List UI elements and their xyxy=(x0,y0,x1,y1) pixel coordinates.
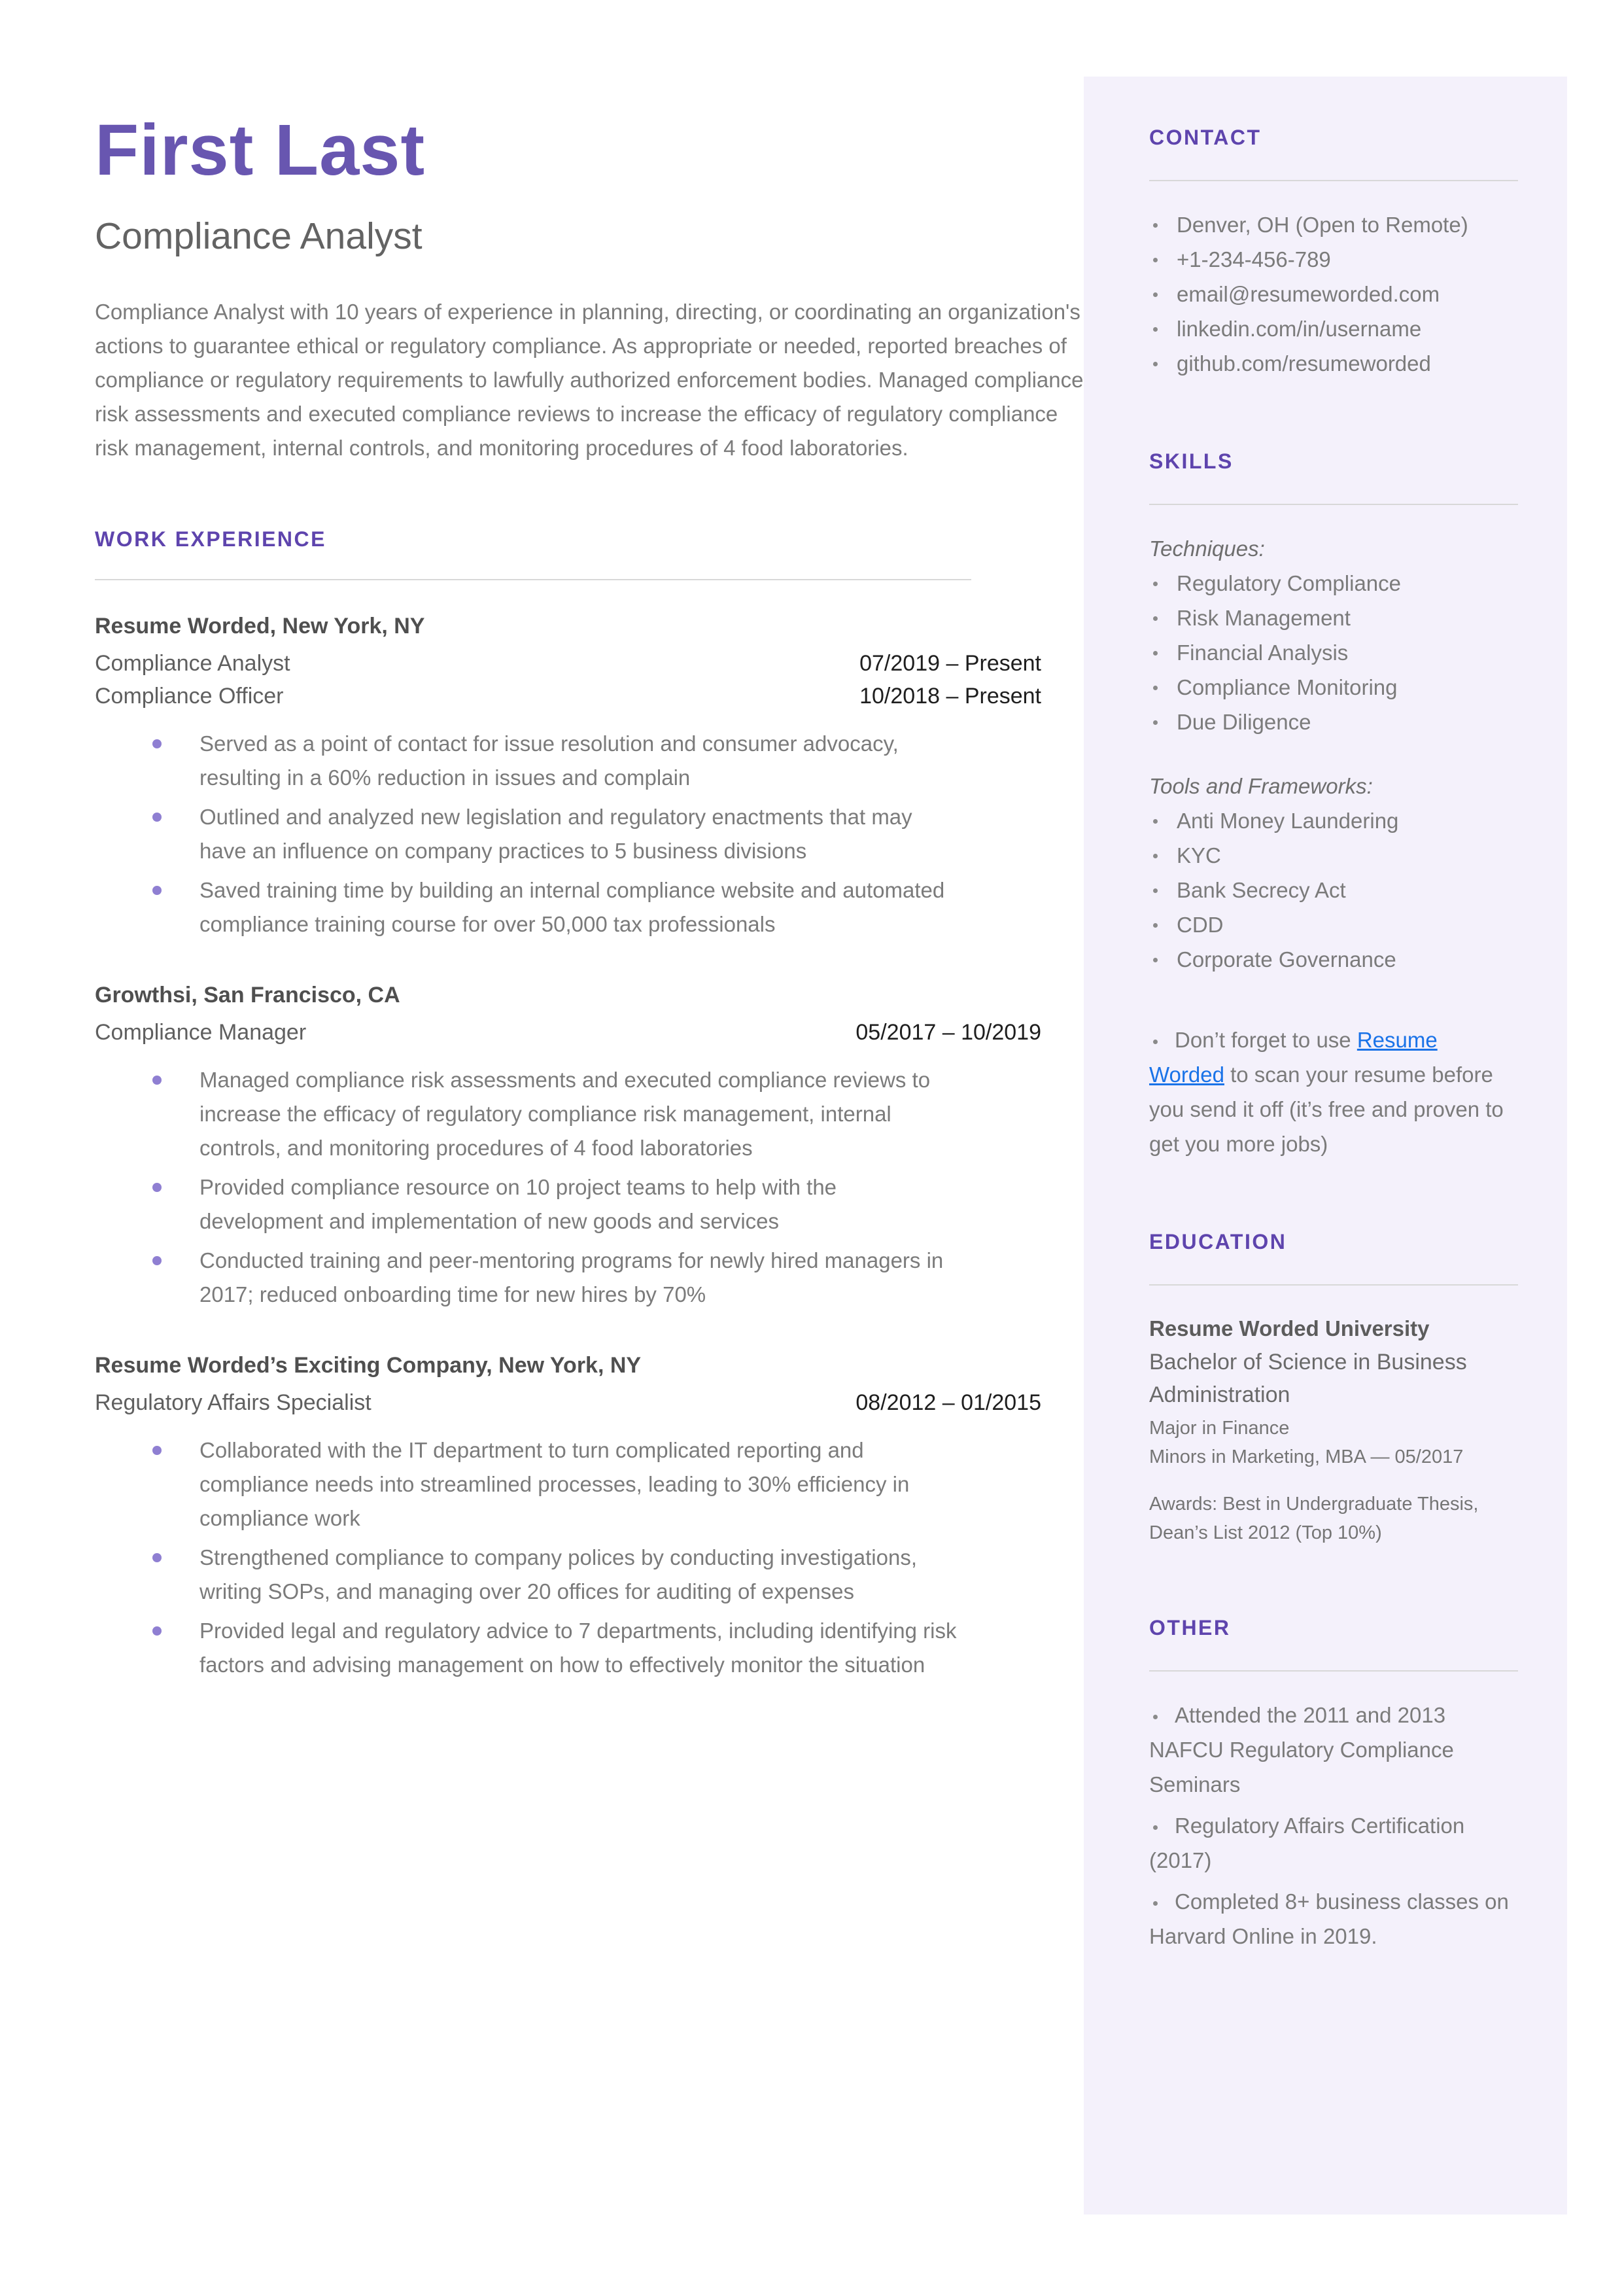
skills-group-label-tools: Tools and Frameworks: xyxy=(1149,774,1373,798)
sidebar-section-contact xyxy=(1149,126,1518,381)
skills-list-tools xyxy=(1149,803,1518,977)
contact-item-github: github.com/resumeworded xyxy=(1149,346,1518,381)
other-heading: OTHER xyxy=(1149,1616,1231,1639)
skill-item: Compliance Monitoring xyxy=(1149,670,1518,705)
company-name: Growthsi, San Francisco, CA xyxy=(95,982,400,1007)
role-dates: 08/2012 – 01/2015 xyxy=(855,1390,1041,1415)
skill-item: Anti Money Laundering xyxy=(1149,803,1518,838)
summary-paragraph: Compliance Analyst with 10 years of experience in planning, directing, or coordinating an organization's actions to guarantee ethical or regulatory compliance. As appropriate or needed, reported breaches of compliance or regulatory requirements to lawfully authorized enforcement bodies. Managed compliance risk assessments and executed compliance reviews to increase the efficacy of regulatory compliance risk management, internal controls, and monitoring procedures of 4 food laboratories. xyxy=(95,299,1084,460)
education-minors: Minors in Marketing, MBA — 05/2017 xyxy=(1149,1446,1464,1467)
role-row xyxy=(95,1016,1041,1049)
skill-item: Regulatory Compliance xyxy=(1149,566,1518,601)
role-title: Compliance Manager xyxy=(95,1019,307,1045)
education-major: Major in Finance xyxy=(1149,1418,1290,1439)
education-school: Resume Worded University xyxy=(1149,1316,1430,1340)
resume-worded-note xyxy=(1149,1023,1518,1161)
job-bullet: Provided legal and regulatory advice to 7 departments, including identifying risk factors and advising management on how to effectively monitor the situation xyxy=(95,1614,965,1682)
other-item xyxy=(1149,1808,1518,1878)
note-text-post: to scan your resume before you send it off (it’s free and proven to get you more jobs) xyxy=(1149,1062,1504,1156)
skill-item: Corporate Governance xyxy=(1149,942,1518,977)
job-bullet: Conducted training and peer-mentoring programs for newly hired managers in 2017; reduced onboarding time for new hires by 70% xyxy=(95,1244,965,1312)
sidebar xyxy=(1084,77,1567,2215)
bullet-dot-icon xyxy=(1153,1825,1158,1830)
divider xyxy=(1149,180,1518,181)
role-dates: 05/2017 – 10/2019 xyxy=(855,1019,1041,1045)
job-bullet: Outlined and analyzed new legislation and regulatory enactments that may have an influence on company practices to 5 business divisions xyxy=(95,800,965,868)
skill-item: Risk Management xyxy=(1149,601,1518,635)
job-bullet-list xyxy=(95,1063,965,1312)
job-bullet: Strengthened compliance to company polices by conducting investigations, writing SOPs, and managing over 20 offices for auditing of expenses xyxy=(95,1541,965,1609)
job-entry xyxy=(95,1351,1084,1682)
company-name: Resume Worded’s Exciting Company, New York, NY xyxy=(95,1352,642,1378)
skill-item: Due Diligence xyxy=(1149,705,1518,739)
education-degree: Bachelor of Science in Business Administration xyxy=(1149,1350,1467,1407)
work-experience-heading: WORK EXPERIENCE xyxy=(95,527,326,551)
skill-item: CDD xyxy=(1149,907,1518,942)
skill-item: Bank Secrecy Act xyxy=(1149,873,1518,907)
job-bullet: Collaborated with the IT department to turn complicated reporting and compliance needs into streamlined processes, leading to 30% efficiency in compliance work xyxy=(95,1433,965,1535)
skills-heading: SKILLS xyxy=(1149,449,1234,473)
job-entry xyxy=(95,981,1084,1312)
person-name: First Last xyxy=(95,110,426,190)
contact-item-email: email@resumeworded.com xyxy=(1149,277,1518,311)
other-item xyxy=(1149,1698,1518,1802)
contact-item-phone: +1-234-456-789 xyxy=(1149,242,1518,277)
skill-item: Financial Analysis xyxy=(1149,635,1518,670)
sidebar-section-skills xyxy=(1149,449,1518,1161)
skills-group-label-techniques: Techniques: xyxy=(1149,536,1265,561)
job-bullet: Managed compliance risk assessments and executed compliance reviews to increase the efficacy of regulatory compliance risk management, internal controls, and monitoring procedures of 4 food laboratories xyxy=(95,1063,965,1165)
company-name: Resume Worded, New York, NY xyxy=(95,613,425,639)
skill-item: KYC xyxy=(1149,838,1518,873)
divider xyxy=(1149,1284,1518,1286)
role-title: Regulatory Affairs Specialist xyxy=(95,1390,371,1415)
job-bullet-list xyxy=(95,727,965,941)
role-dates: 07/2019 – Present xyxy=(859,650,1041,676)
section-work-experience xyxy=(95,527,1084,1682)
divider xyxy=(95,579,971,580)
education-awards: Awards: Best in Undergraduate Thesis, Dean’s List 2012 (Top 10%) xyxy=(1149,1494,1479,1543)
contact-list xyxy=(1149,207,1518,381)
bullet-dot-icon xyxy=(1153,1715,1158,1719)
contact-heading: CONTACT xyxy=(1149,126,1262,149)
role-dates: 10/2018 – Present xyxy=(859,683,1041,709)
role-title: Compliance Officer xyxy=(95,683,284,709)
role-row xyxy=(95,1386,1041,1419)
role-title: Compliance Analyst xyxy=(95,650,290,676)
other-item-text: Attended the 2011 and 2013 NAFCU Regulatory Compliance Seminars xyxy=(1149,1703,1454,1796)
other-item xyxy=(1149,1884,1518,1953)
bullet-dot-icon xyxy=(1153,1040,1158,1044)
skills-list-techniques xyxy=(1149,566,1518,739)
resume-worded-link[interactable]: Resume Worded xyxy=(1149,1028,1438,1087)
bullet-dot-icon xyxy=(1153,1901,1158,1906)
other-item-text: Completed 8+ business classes on Harvard Online in 2019. xyxy=(1149,1889,1509,1948)
education-heading: EDUCATION xyxy=(1149,1230,1287,1253)
role-row xyxy=(95,680,1041,712)
divider xyxy=(1149,504,1518,505)
contact-item-linkedin: linkedin.com/in/username xyxy=(1149,311,1518,346)
person-job-title: Compliance Analyst xyxy=(95,215,423,258)
other-item-text: Regulatory Affairs Certification (2017) xyxy=(1149,1813,1465,1872)
divider xyxy=(1149,1670,1518,1672)
contact-item-location: Denver, OH (Open to Remote) xyxy=(1149,207,1518,242)
sidebar-section-education xyxy=(1149,1230,1518,1547)
job-bullet: Provided compliance resource on 10 project teams to help with the development and implementation of new goods and services xyxy=(95,1170,965,1238)
job-bullet: Saved training time by building an internal compliance website and automated compliance training course for over 50,000 tax professionals xyxy=(95,873,965,941)
job-bullet-list xyxy=(95,1433,965,1682)
job-entry xyxy=(95,612,1084,941)
job-bullet: Served as a point of contact for issue resolution and consumer advocacy, resulting in a 60% reduction in issues and complain xyxy=(95,727,965,795)
main-column xyxy=(95,110,1084,1687)
role-row xyxy=(95,647,1041,680)
note-text-pre: Don’t forget to use xyxy=(1175,1028,1357,1052)
sidebar-section-other xyxy=(1149,1616,1518,1953)
